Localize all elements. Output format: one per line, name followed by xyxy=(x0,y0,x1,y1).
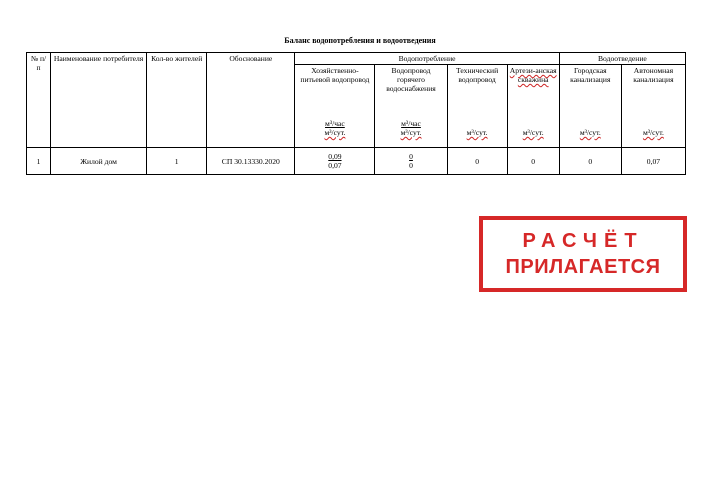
cell-name: Жилой дом xyxy=(51,148,147,175)
stamp-line-1: РАСЧЁТ xyxy=(522,230,644,252)
stamp-line-2: ПРИЛАГАЕТСЯ xyxy=(505,256,661,278)
subheader-artesian xyxy=(507,65,559,148)
subheader-city-sewer-label: Городская канализация xyxy=(570,66,611,84)
header-basis: Обоснование xyxy=(207,53,295,148)
unit-hot-water xyxy=(375,119,446,137)
unit-per-day: м³/сут. xyxy=(466,128,488,137)
subheader-technical-label: Технический водопровод xyxy=(456,66,499,84)
domestic-day-value: 0,07 xyxy=(328,161,342,170)
unit-per-day: м³/сут. xyxy=(400,128,422,137)
document-title: Баланс водопотребления и водоотведения xyxy=(284,36,436,45)
header-residents: Кол-во жителей xyxy=(147,53,207,148)
cell-autonomous-sewer: 0,07 xyxy=(621,148,685,175)
unit-artesian xyxy=(508,128,559,137)
cell-technical: 0 xyxy=(447,148,507,175)
water-balance-table xyxy=(26,52,686,175)
cell-domestic xyxy=(295,148,375,175)
subheader-domestic xyxy=(295,65,375,148)
table-row xyxy=(27,148,686,175)
unit-per-day: м³/сут. xyxy=(642,128,664,137)
unit-per-day: м³/сут. xyxy=(522,128,544,137)
unit-city-sewer xyxy=(560,128,621,137)
unit-per-hour: м³/час xyxy=(325,119,345,128)
unit-per-hour: м³/час xyxy=(401,119,421,128)
unit-technical xyxy=(448,128,507,137)
subheader-autonomous-sewer xyxy=(621,65,685,148)
cell-residents: 1 xyxy=(147,148,207,175)
subheader-autonomous-sewer-label: Автономная канализация xyxy=(633,66,674,84)
subheader-hot-water-label: Водопровод горячего водоснабжения xyxy=(386,66,436,93)
subheader-technical xyxy=(447,65,507,148)
hot-day-value: 0 xyxy=(409,161,413,170)
domestic-fraction xyxy=(328,152,341,170)
header-water-disposal: Водоотведение xyxy=(559,53,685,65)
cell-num: 1 xyxy=(27,148,51,175)
cell-artesian: 0 xyxy=(507,148,559,175)
header-name: Наименование потребителя xyxy=(51,53,147,148)
header-water-consumption: Водопотребление xyxy=(295,53,559,65)
hot-hour-value: 0 xyxy=(409,152,413,161)
calculation-attached-stamp xyxy=(479,216,687,292)
header-row xyxy=(27,53,686,65)
unit-domestic xyxy=(295,119,374,137)
unit-autonomous-sewer xyxy=(622,128,685,137)
cell-basis: СП 30.13330.2020 xyxy=(207,148,295,175)
cell-city-sewer: 0 xyxy=(559,148,621,175)
header-num: № п/п xyxy=(27,53,51,148)
domestic-hour-value: 0,09 xyxy=(328,152,342,161)
subheader-artesian-label: Артези-анская скважина xyxy=(509,66,557,84)
subheader-city-sewer xyxy=(559,65,621,148)
unit-per-day: м³/сут. xyxy=(579,128,601,137)
subheader-domestic-label: Хозяйственно-питьевой водопровод xyxy=(300,66,370,84)
unit-per-day: м³/сут. xyxy=(324,128,346,137)
cell-hot-water xyxy=(375,148,447,175)
subheader-hot-water xyxy=(375,65,447,148)
hot-water-fraction xyxy=(409,152,413,170)
